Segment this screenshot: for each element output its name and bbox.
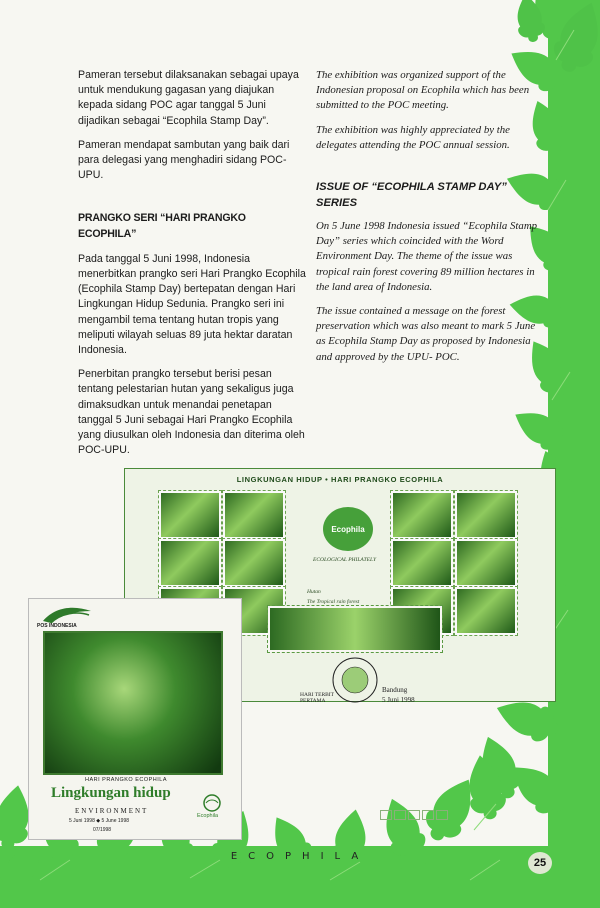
postcode-box xyxy=(436,810,448,820)
stamp xyxy=(159,539,221,587)
cover-logo-label: Ecophila xyxy=(197,813,219,819)
stamp xyxy=(223,491,285,539)
sheet-title: LINGKUNGAN HIDUP • HARI PRANGKO ECOPHILA xyxy=(236,475,444,484)
postcode-box xyxy=(394,810,406,820)
postcode-box xyxy=(408,810,420,820)
postmark-city: Bandung xyxy=(382,686,408,694)
stamp xyxy=(455,491,517,539)
sheet-small-text-2: The Tropical rain forest xyxy=(307,599,360,605)
left-paragraph-1: Pameran tersebut dilaksanakan sebagai upaya untuk mendukung gagasan yang diajukan kepada sidang POC agar tanggal 5 Juni dijadikan sebagai “Ecophila Stamp Day”. xyxy=(78,69,299,127)
sheet-small-text: Hutan xyxy=(307,589,321,595)
cover-subtitle: HARI PRANGKO ECOPHILA xyxy=(85,777,168,783)
english-text-column xyxy=(316,68,544,374)
first-day-postmark xyxy=(300,650,420,710)
left-paragraph-3: Pada tanggal 5 Juni 1998, Indonesia menerbitkan prangko seri Hari Prangko Ecophila (Ecophila Stamp Day) bertepatan dengan Hari Lingkungan Hidup Sedunia. Prangko seri ini mengambil tema tentang hutan tropis yang meliputi wilayah seluas 89 juta hektar daratan Indonesia. xyxy=(78,252,306,357)
cover-dates: 5 Juni 1998 ◆ 5 June 1998 xyxy=(69,818,130,824)
postmark-ring-text: HARI TERBIT PERTAMA xyxy=(300,692,334,704)
right-paragraph-2: The exhibition was highly appreciated by the delegates attending the POC annual session. xyxy=(316,123,510,151)
sheet-caption: ECOLOGICAL PHILATELY xyxy=(313,557,377,563)
right-paragraph-1: The exhibition was organized support of the Indonesian proposal on Ecophila which has been submitted to the POC meeting. xyxy=(316,69,530,112)
stamp xyxy=(223,539,285,587)
stamp xyxy=(455,587,517,635)
cover-publisher: POS INDONESIA xyxy=(37,623,77,629)
postcode-box xyxy=(422,810,434,820)
right-section-heading: ISSUE OF “ECOPHILA STAMP DAY” SERIES xyxy=(316,181,507,210)
right-paragraph-3: On 5 June 1998 Indonesia issued “Ecophila Stamp Day” series which coincided with the Word Environment Day. The theme of the issue was tropical rain forest covering 89 million hectares in the land area of Indonesia. xyxy=(316,220,538,293)
first-day-cover xyxy=(28,598,242,840)
stamp xyxy=(455,539,517,587)
footer-title: ECOPHILA xyxy=(230,851,370,862)
left-section-heading: PRANGKO SERI “HARI PRANGKO ECOPHILA” xyxy=(78,212,246,240)
stamp xyxy=(391,491,453,539)
postcode-box xyxy=(380,810,392,820)
left-paragraph-2: Pameran mendapat sambutan yang baik dari para delegasi yang menghadiri sidang POC-UPU. xyxy=(78,138,290,182)
ecophila-logo: Ecophila xyxy=(323,507,373,551)
postmark-date: 5 Juni 1998 xyxy=(382,696,415,704)
indonesian-text-column xyxy=(78,68,306,467)
stamp xyxy=(391,539,453,587)
cover-forest-illustration xyxy=(43,631,223,775)
right-paragraph-4: The issue contained a message on the forest preservation which was also meant to mark 5 June as Ecophila Stamp Day as proposed by Indonesia and approved by the UPU- POC. xyxy=(316,305,536,363)
cover-environment: ENVIRONMENT xyxy=(75,807,149,815)
cover-code: 07/1998 xyxy=(93,827,112,833)
cover-title: Lingkungan hidup xyxy=(51,785,171,801)
stamp-strip xyxy=(268,606,442,652)
left-paragraph-4: Penerbitan prangko tersebut berisi pesan tentang pelestarian hutan yang sekaligus juga dimaksudkan untuk menandai penetapan tanggal 5 Juni sebagai Hari Prangko Ecophila yang diusulkan oleh Indonesia dan diterima oleh POC-UPU. xyxy=(78,368,305,457)
page-number: 25 xyxy=(528,852,552,874)
stamp xyxy=(159,491,221,539)
ecophila-globe-icon xyxy=(201,793,223,813)
